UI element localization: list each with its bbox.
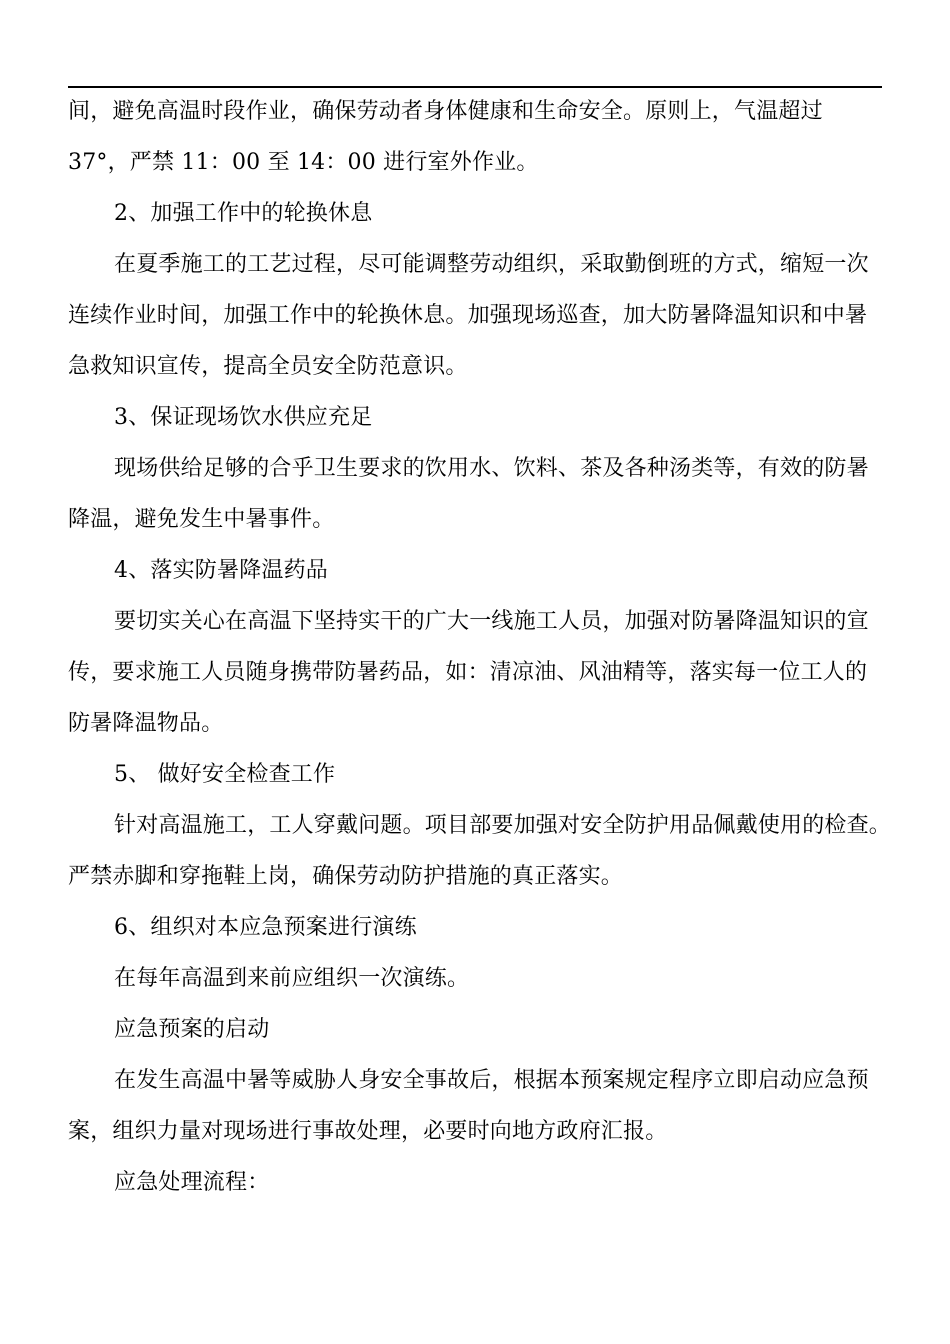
paragraph-line: 针对高温施工，工人穿戴问题。项目部要加强对安全防护用品佩戴使用的检查。 bbox=[114, 813, 892, 838]
paragraph-line: 在夏季施工的工艺过程，尽可能调整劳动组织，采取勤倒班的方式，缩短一次 bbox=[114, 252, 869, 277]
section-heading: 6、组织对本应急预案进行演练 bbox=[114, 915, 417, 940]
paragraph-line: 防暑降温物品。 bbox=[68, 711, 224, 736]
paragraph-line: 传，要求施工人员随身携带防暑药品，如：清凉油、风油精等，落实每一位工人的 bbox=[68, 660, 868, 685]
paragraph-line: 严禁赤脚和穿拖鞋上岗，确保劳动防护措施的真正落实。 bbox=[68, 864, 624, 889]
paragraph-line: 案，组织力量对现场进行事故处理，必要时向地方政府汇报。 bbox=[68, 1119, 668, 1144]
section-heading: 应急预案的启动 bbox=[114, 1017, 270, 1042]
paragraph-line: 要切实关心在高温下坚持实干的广大一线施工人员，加强对防暑降温知识的宣 bbox=[114, 609, 869, 634]
paragraph-line: 急救知识宣传，提高全员安全防范意识。 bbox=[68, 354, 468, 379]
section-heading: 应急处理流程： bbox=[114, 1170, 270, 1195]
document-body bbox=[68, 86, 892, 1208]
section-heading: 5、 做好安全检查工作 bbox=[114, 762, 336, 787]
paragraph-line: 现场供给足够的合乎卫生要求的饮用水、饮料、茶及各种汤类等，有效的防暑 bbox=[114, 456, 869, 481]
paragraph-line: 连续作业时间，加强工作中的轮换休息。加强现场巡查，加大防暑降温知识和中暑 bbox=[68, 303, 868, 328]
section-heading: 2、加强工作中的轮换休息 bbox=[114, 201, 373, 226]
section-heading: 3、保证现场饮水供应充足 bbox=[114, 405, 373, 430]
paragraph-line: 37°，严禁 11：00 至 14：00 进行室外作业。 bbox=[68, 150, 539, 175]
paragraph-line: 间，避免高温时段作业，确保劳动者身体健康和生命安全。原则上，气温超过 bbox=[68, 99, 823, 124]
paragraph-line: 在每年高温到来前应组织一次演练。 bbox=[114, 966, 470, 991]
section-heading: 4、落实防暑降温药品 bbox=[114, 558, 328, 583]
paragraph-line: 在发生高温中暑等威胁人身安全事故后，根据本预案规定程序立即启动应急预 bbox=[114, 1068, 869, 1093]
paragraph-line: 降温，避免发生中暑事件。 bbox=[68, 507, 335, 532]
